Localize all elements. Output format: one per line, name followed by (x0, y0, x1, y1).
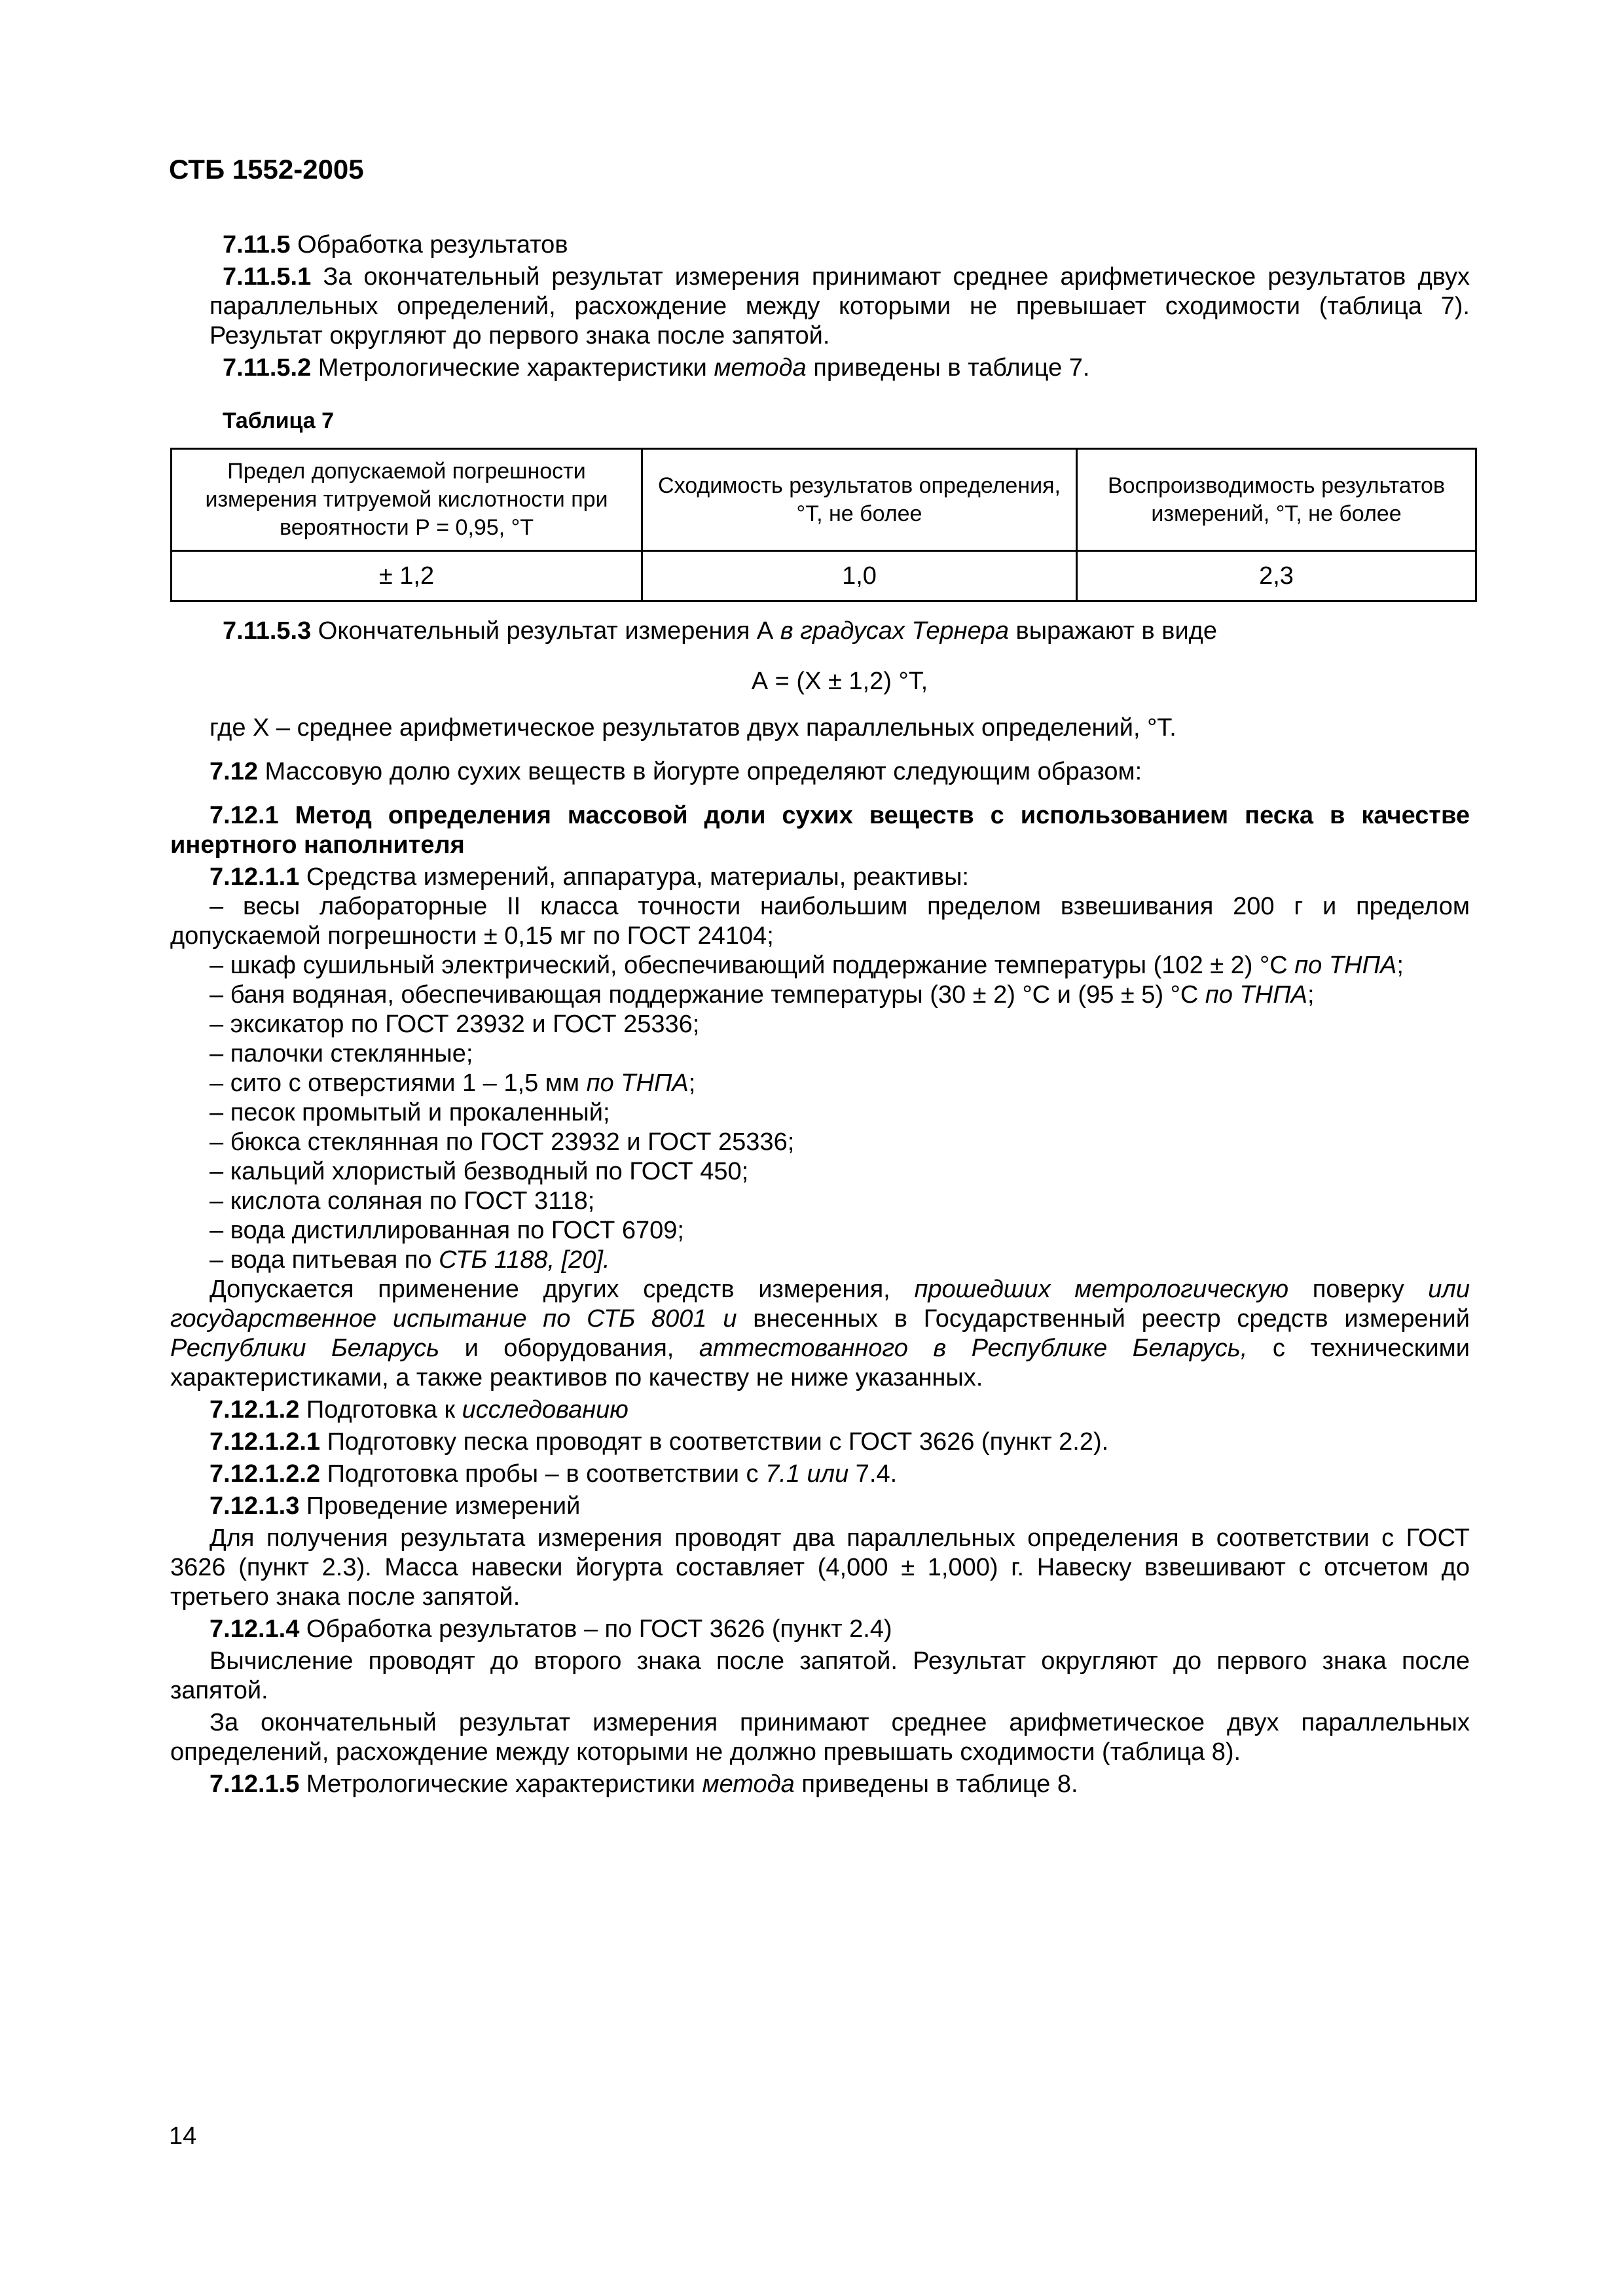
table-header-cell: Предел допускаемой погрешности измерения титруемой кислотности при вероятности Р = 0,95, °Т (172, 449, 642, 551)
measurement-procedure: Для получения результата измерения проводят два параллельных определения в соответствии с ГОСТ 3626 (пункт 2.3). Масса навески йогурта составляет (4,000 ± 1,000) г. Навеску взвешивают с отсчетом до третьего знака после запятой. (170, 1524, 1470, 1611)
table-cell: 2,3 (1077, 551, 1476, 601)
section-7-12-1-1: 7.12.1.1 Средства измерений, аппаратура, материалы, реактивы: (210, 863, 969, 891)
section-7-11-5-3: 7.11.5.3 Окончательный результат измерения А в градусах Тернера выражают в виде (223, 617, 1217, 645)
list-item: – палочки стеклянные; (210, 1040, 473, 1067)
formula: А = (Х ± 1,2) °Т, (751, 668, 928, 695)
formula-explanation: где Х – среднее арифметическое результатов двух параллельных определений, °Т. (210, 714, 1176, 742)
document-body (170, 230, 1470, 1799)
list-item: – сито с отверстиями 1 – 1,5 мм по ТНПА; (210, 1069, 696, 1097)
section-7-12: 7.12 Массовую долю сухих веществ в йогурте определяют следующим образом: (210, 758, 1142, 785)
section-7-12-1-5: 7.12.1.5 Метрологические характеристики метода приведены в таблице 8. (210, 1770, 1078, 1798)
list-item: – кислота соляная по ГОСТ 3118; (210, 1187, 595, 1215)
document-header: СТБ 1552-2005 (169, 154, 364, 185)
list-item: – шкаф сушильный электрический, обеспечивающий поддержание температуры (102 ± 2) °С по ТНПА; (210, 952, 1404, 979)
table-7 (170, 448, 1477, 602)
list-item: – вода питьевая по СТБ 1188, [20]. (210, 1246, 610, 1274)
section-7-11-5-2: 7.11.5.2 Метрологические характеристики метода приведены в таблице 7. (223, 354, 1090, 382)
section-7-12-1-2-2: 7.12.1.2.2 Подготовка пробы – в соответствии с 7.1 или 7.4. (210, 1460, 898, 1488)
section-7-12-1-title: 7.12.1 Метод определения массовой доли сухих веществ с использованием песка в качестве инертного наполнителя (170, 802, 1470, 859)
table-cell: 1,0 (642, 551, 1077, 601)
section-7-11-5-1: 7.11.5.1 За окончательный результат измерения принимают среднее арифметическое результатов двух параллельных определений, расхождение между которыми не превышает сходимости (таблица 7). Результат округляют до первого знака после запятой. (210, 263, 1470, 350)
alternative-equipment-note: Допускается применение других средств измерения, прошедших метрологическую поверку или государственное испытание по СТБ 8001 и внесенных в Государственный реестр средств измерений Республики Беларусь и оборудования, аттестованного в Республике Беларусь, с техническими характеристиками, а также реактивов по качеству не ниже указанных. (170, 1276, 1470, 1391)
table-header-cell: Воспроизводимость результатов измерений, °Т, не более (1077, 449, 1476, 551)
list-item: – баня водяная, обеспечивающая поддержание температуры (30 ± 2) °С и (95 ± 5) °С по ТНПА; (210, 981, 1315, 1009)
section-7-12-1-2: 7.12.1.2 Подготовка к исследованию (210, 1396, 629, 1424)
list-item: – бюкса стеклянная по ГОСТ 23932 и ГОСТ 25336; (210, 1128, 795, 1156)
section-7-12-1-2-1: 7.12.1.2.1 Подготовку песка проводят в соответствии с ГОСТ 3626 (пункт 2.2). (210, 1428, 1109, 1456)
calculation-note: Вычисление проводят до второго знака после запятой. Результат округляют до первого знака после запятой. (170, 1647, 1470, 1704)
section-7-12-1-3: 7.12.1.3 Проведение измерений (210, 1492, 581, 1520)
table-7-caption: Таблица 7 (223, 408, 335, 433)
list-item: – песок промытый и прокаленный; (210, 1099, 610, 1126)
section-7-11-5: 7.11.5 Обработка результатов (223, 231, 568, 259)
list-item: – весы лабораторные II класса точности наибольшим пределом взвешивания 200 г и пределом допускаемой погрешности ± 0,15 мг по ГОСТ 24104; (170, 893, 1470, 950)
table-row (172, 551, 1476, 601)
list-item: – эксикатор по ГОСТ 23932 и ГОСТ 25336; (210, 1011, 700, 1038)
equipment-list (170, 892, 1470, 1275)
list-item: – кальций хлористый безводный по ГОСТ 450; (210, 1158, 749, 1185)
list-item: – вода дистиллированная по ГОСТ 6709; (210, 1217, 684, 1244)
section-7-12-1-4: 7.12.1.4 Обработка результатов – по ГОСТ 3626 (пункт 2.4) (210, 1615, 892, 1643)
table-cell: ± 1,2 (172, 551, 642, 601)
page-number: 14 (169, 2123, 197, 2150)
table-header-row (172, 449, 1476, 551)
final-result-note: За окончательный результат измерения принимают среднее арифметическое двух параллельных определений, расхождение между которыми не должно превышать сходимости (таблица 8). (170, 1709, 1470, 1766)
table-header-cell: Сходимость результатов определения, °Т, не более (642, 449, 1077, 551)
